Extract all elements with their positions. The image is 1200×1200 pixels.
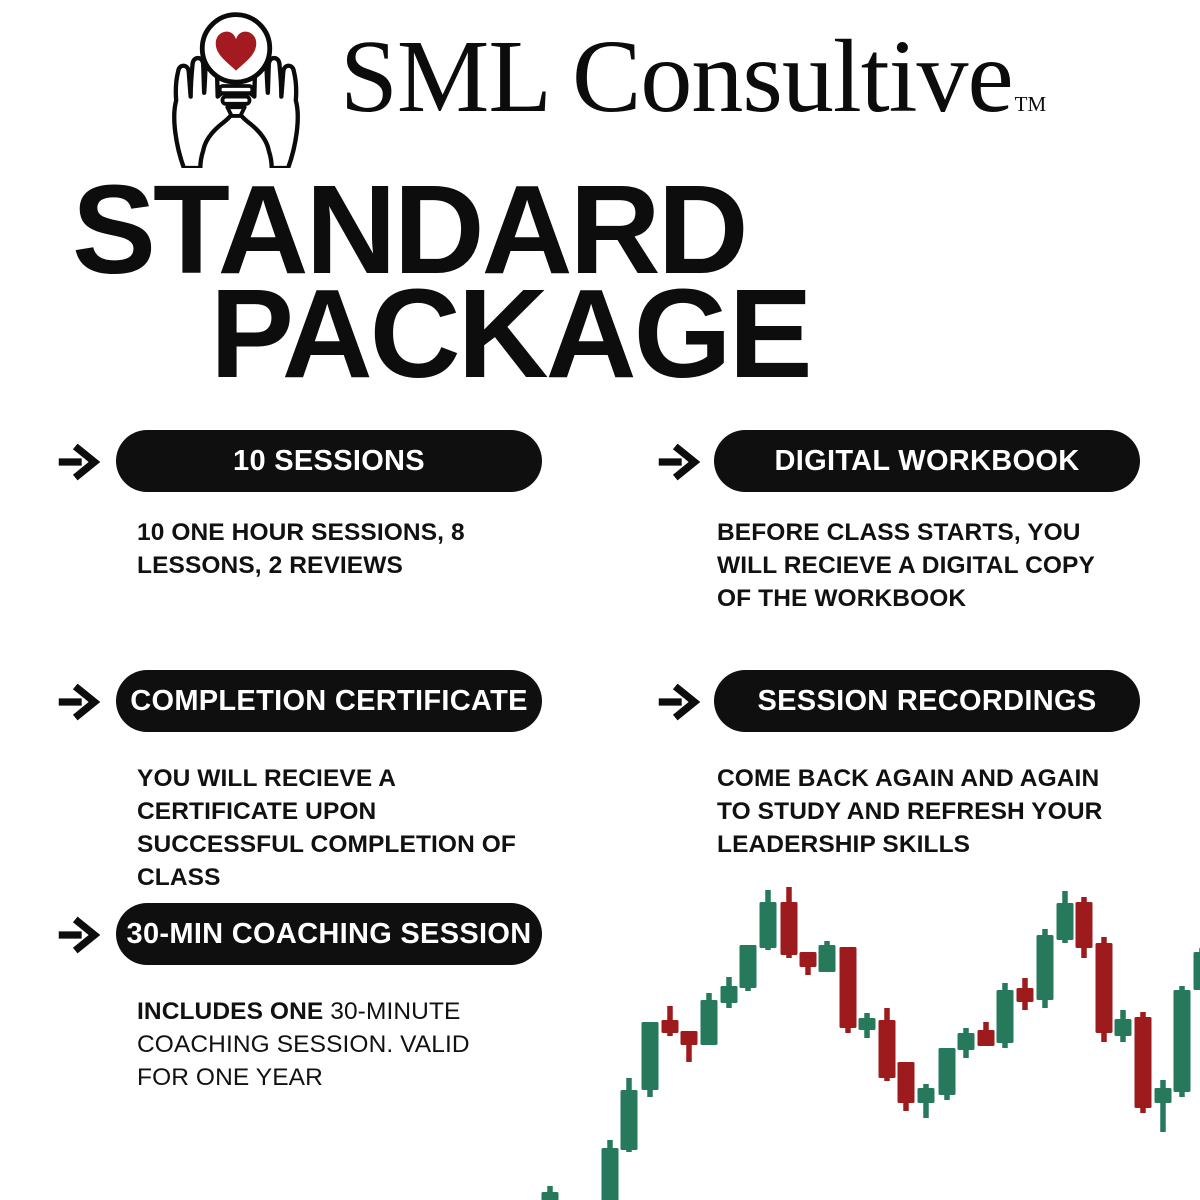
candle-body <box>602 1148 619 1200</box>
page-title-line1: STANDARD <box>72 159 746 300</box>
candle-body <box>542 1192 559 1200</box>
feature-pill <box>714 670 1140 732</box>
candle-body <box>898 1062 915 1103</box>
feature-pill-label: 10 SESSIONS <box>233 444 425 477</box>
candle-body <box>760 902 777 948</box>
feature-pill-label: DIGITAL WORKBOOK <box>774 444 1080 477</box>
page-title <box>72 159 810 404</box>
arrow-right-icon <box>56 679 100 725</box>
candle-body <box>662 1020 679 1033</box>
candle-body <box>621 1090 638 1150</box>
candle-body <box>1037 935 1054 1000</box>
candle-body <box>879 1020 896 1078</box>
feature-description: YOU WILL RECIEVE A CERTIFICATE UPON SUCCESSFUL COMPLETION OF CLASS <box>137 765 516 891</box>
candle-body <box>781 902 798 955</box>
candle-body <box>681 1031 698 1045</box>
candle-wick <box>1160 1080 1166 1132</box>
feature-pill-label: SESSION RECORDINGS <box>757 684 1097 717</box>
bulb-base-bar-2 <box>222 97 249 104</box>
candle-body <box>997 990 1014 1043</box>
arrow-right-icon <box>656 679 700 725</box>
feature-pill <box>714 430 1140 492</box>
candle-body <box>978 1030 995 1046</box>
feature-description: 10 ONE HOUR SESSIONS, 8 LESSONS, 2 REVIEWS <box>137 519 465 579</box>
candle-body <box>859 1018 876 1030</box>
arrow-right-icon <box>656 439 700 485</box>
candle-body <box>1155 1088 1172 1103</box>
candle-body <box>800 952 817 967</box>
candle-body <box>1115 1019 1132 1036</box>
candle-body <box>1174 990 1191 1092</box>
candle-body <box>918 1088 935 1103</box>
feature-pill-label: COMPLETION CERTIFICATE <box>130 684 528 717</box>
candle-body <box>642 1022 659 1090</box>
feature-description-bold: INCLUDES ONE <box>137 998 324 1025</box>
candle-body <box>939 1048 956 1095</box>
feature-pill-label: 30-MIN COACHING SESSION <box>126 917 532 950</box>
candle-body <box>958 1033 975 1050</box>
feature-pill <box>116 670 542 732</box>
feature-description-regular: 30-MINUTE COACHING SESSION. VALID FOR ONE YEAR <box>137 998 470 1091</box>
brand-trademark: TM <box>1014 92 1047 117</box>
candle-body <box>819 945 836 972</box>
candle-body <box>1194 952 1200 990</box>
candlestick-chart <box>540 858 1200 1200</box>
candle-body <box>1076 902 1093 948</box>
arrow-right-icon <box>56 912 100 958</box>
brand-header <box>0 0 1200 180</box>
candle-body <box>1096 943 1113 1033</box>
page-title-line2: PACKAGE <box>210 263 810 404</box>
bulb-base-bar-1 <box>220 86 253 93</box>
feature-pill <box>116 430 542 492</box>
candle-body <box>701 1000 718 1045</box>
feature-pill <box>116 903 542 965</box>
brand-wordmark <box>340 19 1047 134</box>
feature-description: BEFORE CLASS STARTS, YOU WILL RECIEVE A DIGITAL COPY OF THE WORKBOOK <box>717 519 1095 612</box>
candle-body <box>740 945 757 988</box>
candle-body <box>1135 1017 1152 1108</box>
candle-body <box>1057 903 1074 940</box>
feature-description: COME BACK AGAIN AND AGAIN TO STUDY AND REFRESH YOUR LEADERSHIP SKILLS <box>717 765 1103 858</box>
arrow-right-icon <box>56 439 100 485</box>
candle-body <box>840 947 857 1028</box>
brand-name: SML Consultive <box>340 19 1013 134</box>
bulb-tip <box>227 107 244 116</box>
candle-body <box>721 986 738 1003</box>
hands-heart-lightbulb-logo-icon <box>158 4 314 168</box>
feature-description <box>137 995 525 1094</box>
candle-body <box>1017 988 1034 1002</box>
